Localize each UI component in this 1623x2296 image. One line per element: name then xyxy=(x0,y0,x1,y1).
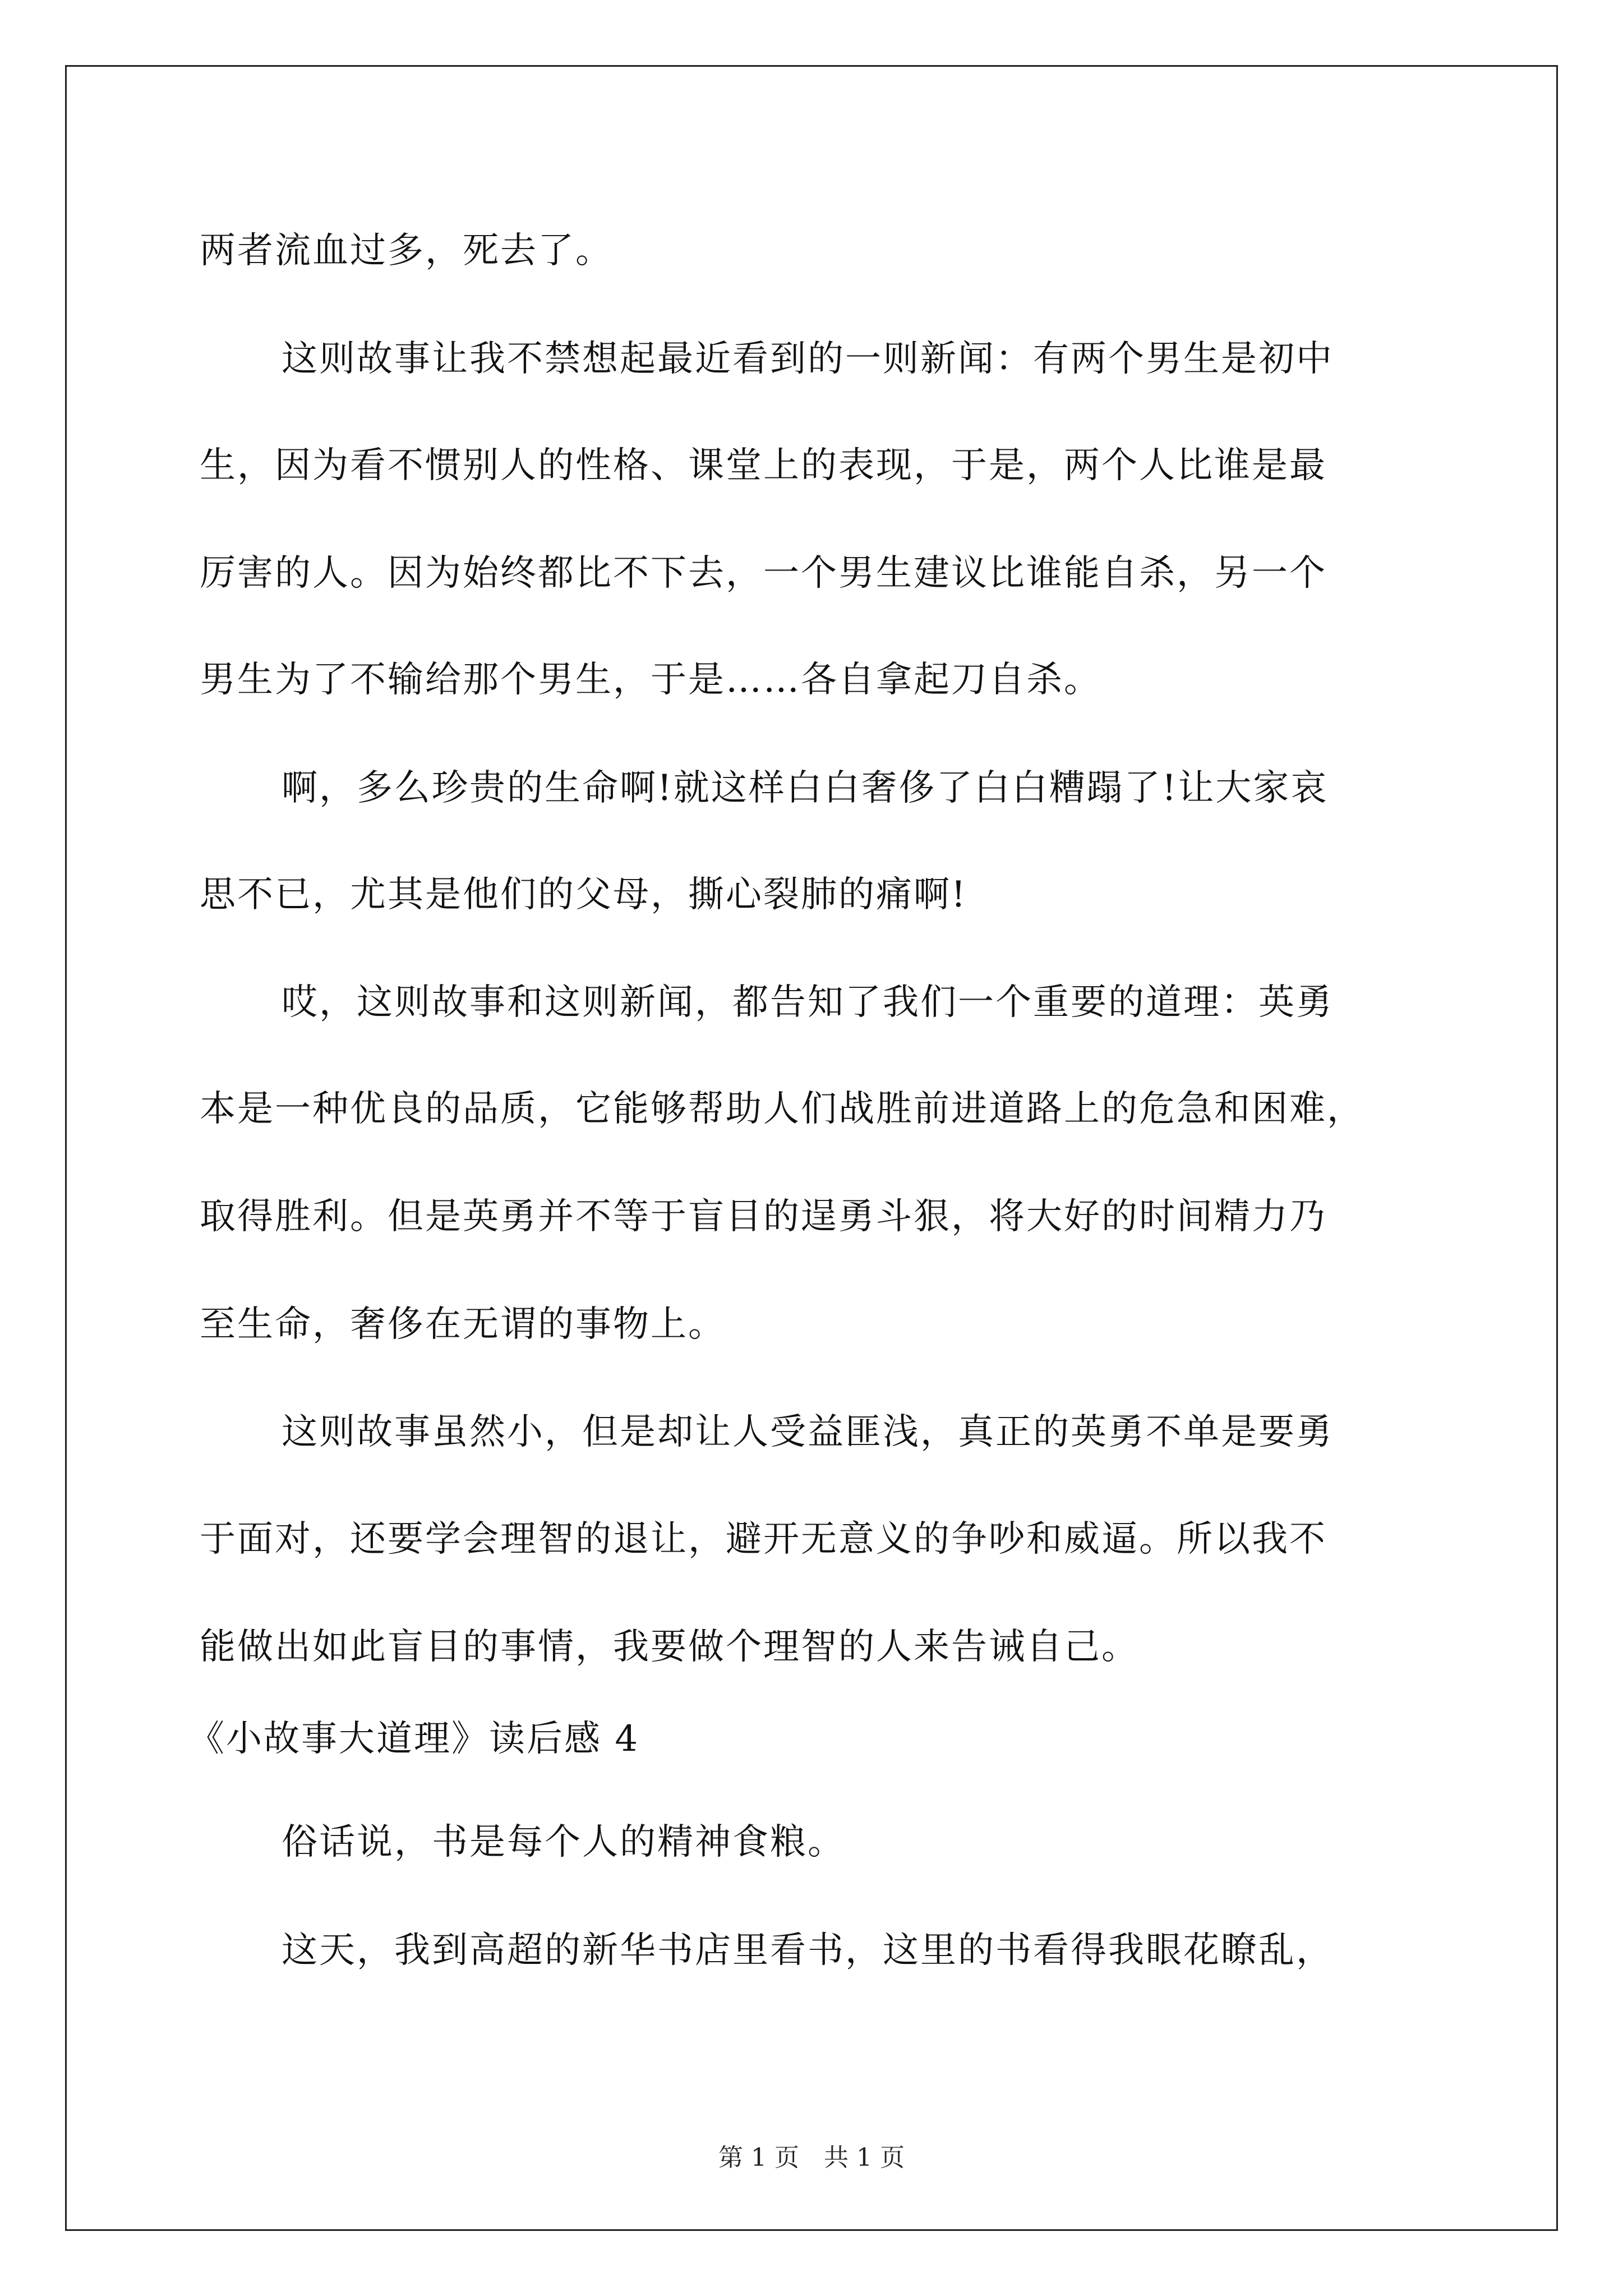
section-heading: 《小故事大道理》读后感 4 xyxy=(188,1718,640,1760)
text-line: 本是一种优良的品质，它能够帮助人们战胜前进道路上的危急和困难， xyxy=(200,1088,1364,1130)
text-line: 取得胜利。但是英勇并不等于盲目的逞勇斗狠，将大好的时间精力乃 xyxy=(200,1196,1327,1237)
text-line: 生，因为看不惯别人的性格、课堂上的表现，于是，两个人比谁是最 xyxy=(200,445,1327,486)
text-line: 这则故事虽然小，但是却让人受益匪浅，真正的英勇不单是要勇 xyxy=(282,1411,1334,1453)
page-border xyxy=(65,65,1558,2231)
text-line: 于面对，还要学会理智的退让，避开无意义的争吵和威逼。所以我不 xyxy=(200,1519,1327,1560)
text-line: 哎，这则故事和这则新闻，都告知了我们一个重要的道理：英勇 xyxy=(282,982,1334,1023)
text-line: 至生命，奢侈在无谓的事物上。 xyxy=(200,1304,726,1345)
text-line: 俗话说，书是每个人的精神食粮。 xyxy=(282,1821,845,1863)
text-line: 厉害的人。因为始终都比不下去，一个男生建议比谁能自杀，另一个 xyxy=(200,553,1327,594)
text-line: 这则故事让我不禁想起最近看到的一则新闻：有两个男生是初中 xyxy=(282,338,1334,380)
text-line: 这天，我到高超的新华书店里看书，这里的书看得我眼花瞭乱， xyxy=(282,1930,1334,1971)
text-line: 啊，多么珍贵的生命啊!就这样白白奢侈了白白糟蹋了!让大家哀 xyxy=(282,767,1329,809)
text-line: 思不已，尤其是他们的父母，撕心裂肺的痛啊! xyxy=(200,874,967,915)
text-line: 两者流血过多，死去了。 xyxy=(200,230,613,272)
text-line: 男生为了不输给那个男生，于是……各自拿起刀自杀。 xyxy=(200,659,1101,701)
page-footer: 第 1 页 共 1 页 xyxy=(718,2143,905,2172)
text-line: 能做出如此盲目的事情，我要做个理智的人来告诫自己。 xyxy=(200,1626,1139,1668)
